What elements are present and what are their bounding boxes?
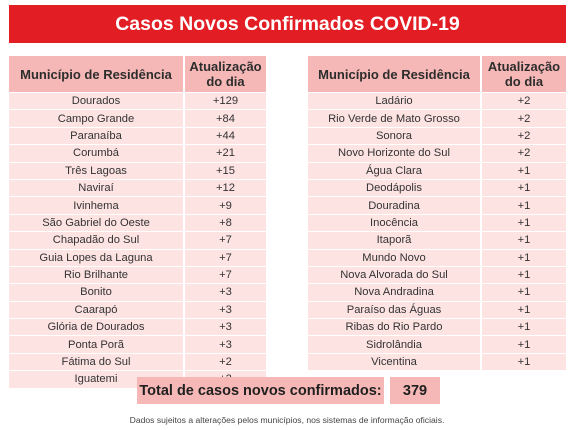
table-row — [308, 92, 566, 109]
table-row — [308, 335, 566, 352]
table-row — [308, 179, 566, 196]
atualizacao-cell: +1 — [482, 335, 566, 352]
table-row — [308, 249, 566, 266]
municipio-cell: Chapadão do Sul — [9, 231, 185, 248]
table-row — [308, 318, 566, 335]
municipio-cell: Três Lagoas — [9, 162, 185, 179]
municipio-cell: Ribas do Rio Pardo — [308, 318, 482, 335]
municipio-cell: Vicentina — [308, 353, 482, 370]
cases-table-right — [308, 56, 566, 370]
atualizacao-cell: +2 — [482, 92, 566, 109]
atualizacao-cell: +1 — [482, 249, 566, 266]
atualizacao-cell: +1 — [482, 162, 566, 179]
table-row — [9, 127, 266, 144]
atualizacao-cell: +3 — [185, 283, 266, 300]
table-row — [9, 144, 266, 161]
total-value: 379 — [390, 377, 440, 404]
table-row — [9, 283, 266, 300]
municipio-cell: Guia Lopes da Laguna — [9, 249, 185, 266]
atualizacao-cell: +1 — [482, 266, 566, 283]
table-row — [9, 214, 266, 231]
atualizacao-cell: +8 — [185, 214, 266, 231]
municipio-cell: Sidrolândia — [308, 335, 482, 352]
municipio-cell: Itaporã — [308, 231, 482, 248]
table-row — [9, 301, 266, 318]
page-title: Casos Novos Confirmados COVID-19 — [9, 5, 566, 43]
total-label: Total de casos novos confirmados: — [137, 377, 384, 404]
table-row — [308, 301, 566, 318]
municipio-cell: Glória de Dourados — [9, 318, 185, 335]
municipio-cell: Ladário — [308, 92, 482, 109]
atualizacao-cell: +7 — [185, 266, 266, 283]
atualizacao-cell: +15 — [185, 162, 266, 179]
atualizacao-cell: +44 — [185, 127, 266, 144]
table-row — [9, 162, 266, 179]
footnote: Dados sujeitos a alterações pelos municípios, nos sistemas de informação oficiais. — [129, 415, 445, 425]
municipio-cell: Corumbá — [9, 144, 185, 161]
column-header-municipio: Município de Residência — [308, 56, 482, 92]
column-header-atualizacao: Atualização do dia — [185, 56, 266, 92]
municipio-cell: Dourados — [9, 92, 185, 109]
atualizacao-cell: +129 — [185, 92, 266, 109]
atualizacao-cell: +1 — [482, 353, 566, 370]
atualizacao-cell: +1 — [482, 179, 566, 196]
cases-table-left — [9, 56, 266, 388]
table-row — [9, 318, 266, 335]
table-row — [9, 109, 266, 126]
table-row — [308, 283, 566, 300]
atualizacao-cell: +1 — [482, 214, 566, 231]
table-row — [308, 353, 566, 370]
atualizacao-cell: +2 — [482, 127, 566, 144]
cases-table-left-body — [9, 92, 266, 388]
table-header-row — [9, 56, 266, 92]
municipio-cell: Inocência — [308, 214, 482, 231]
atualizacao-cell: +1 — [482, 283, 566, 300]
table-row — [308, 231, 566, 248]
atualizacao-cell: +2 — [482, 144, 566, 161]
atualizacao-cell: +1 — [482, 301, 566, 318]
municipio-cell: Caarapó — [9, 301, 185, 318]
table-row — [308, 109, 566, 126]
municipio-cell: Douradina — [308, 196, 482, 213]
table-row — [308, 266, 566, 283]
table-row — [9, 92, 266, 109]
atualizacao-cell: +1 — [482, 196, 566, 213]
cases-table-right-body — [308, 92, 566, 370]
table-row — [9, 249, 266, 266]
atualizacao-cell: +7 — [185, 231, 266, 248]
municipio-cell: Mundo Novo — [308, 249, 482, 266]
municipio-cell: Bonito — [9, 283, 185, 300]
municipio-cell: Rio Brilhante — [9, 266, 185, 283]
table-row — [308, 214, 566, 231]
atualizacao-cell: +3 — [185, 335, 266, 352]
table-row — [9, 179, 266, 196]
table-row — [308, 162, 566, 179]
municipio-cell: Campo Grande — [9, 109, 185, 126]
table-row — [308, 127, 566, 144]
municipio-cell: Rio Verde de Mato Grosso — [308, 109, 482, 126]
municipio-cell: Ponta Porã — [9, 335, 185, 352]
municipio-cell: Fátima do Sul — [9, 353, 185, 370]
municipio-cell: Naviraí — [9, 179, 185, 196]
atualizacao-cell: +3 — [185, 318, 266, 335]
atualizacao-cell: +1 — [482, 231, 566, 248]
municipio-cell: Iguatemi — [9, 370, 185, 387]
column-header-municipio: Município de Residência — [9, 56, 185, 92]
atualizacao-cell: +7 — [185, 249, 266, 266]
atualizacao-cell: +84 — [185, 109, 266, 126]
atualizacao-cell: +9 — [185, 196, 266, 213]
municipio-cell: Sonora — [308, 127, 482, 144]
municipio-cell: Ivinhema — [9, 196, 185, 213]
atualizacao-cell: +3 — [185, 301, 266, 318]
table-row — [9, 196, 266, 213]
table-row — [9, 266, 266, 283]
table-row — [308, 196, 566, 213]
municipio-cell: Paranaíba — [9, 127, 185, 144]
municipio-cell: Nova Andradina — [308, 283, 482, 300]
table-header-row — [308, 56, 566, 92]
municipio-cell: Água Clara — [308, 162, 482, 179]
atualizacao-cell: +12 — [185, 179, 266, 196]
municipio-cell: São Gabriel do Oeste — [9, 214, 185, 231]
municipio-cell: Deodápolis — [308, 179, 482, 196]
atualizacao-cell: +1 — [482, 318, 566, 335]
table-row — [9, 335, 266, 352]
atualizacao-cell: +21 — [185, 144, 266, 161]
atualizacao-cell: +2 — [482, 109, 566, 126]
total-summary — [137, 377, 440, 404]
column-header-atualizacao: Atualização do dia — [482, 56, 566, 92]
table-row — [308, 144, 566, 161]
municipio-cell: Nova Alvorada do Sul — [308, 266, 482, 283]
municipio-cell: Novo Horizonte do Sul — [308, 144, 482, 161]
table-row — [9, 353, 266, 370]
municipio-cell: Paraíso das Águas — [308, 301, 482, 318]
table-row — [9, 231, 266, 248]
atualizacao-cell: +2 — [185, 353, 266, 370]
